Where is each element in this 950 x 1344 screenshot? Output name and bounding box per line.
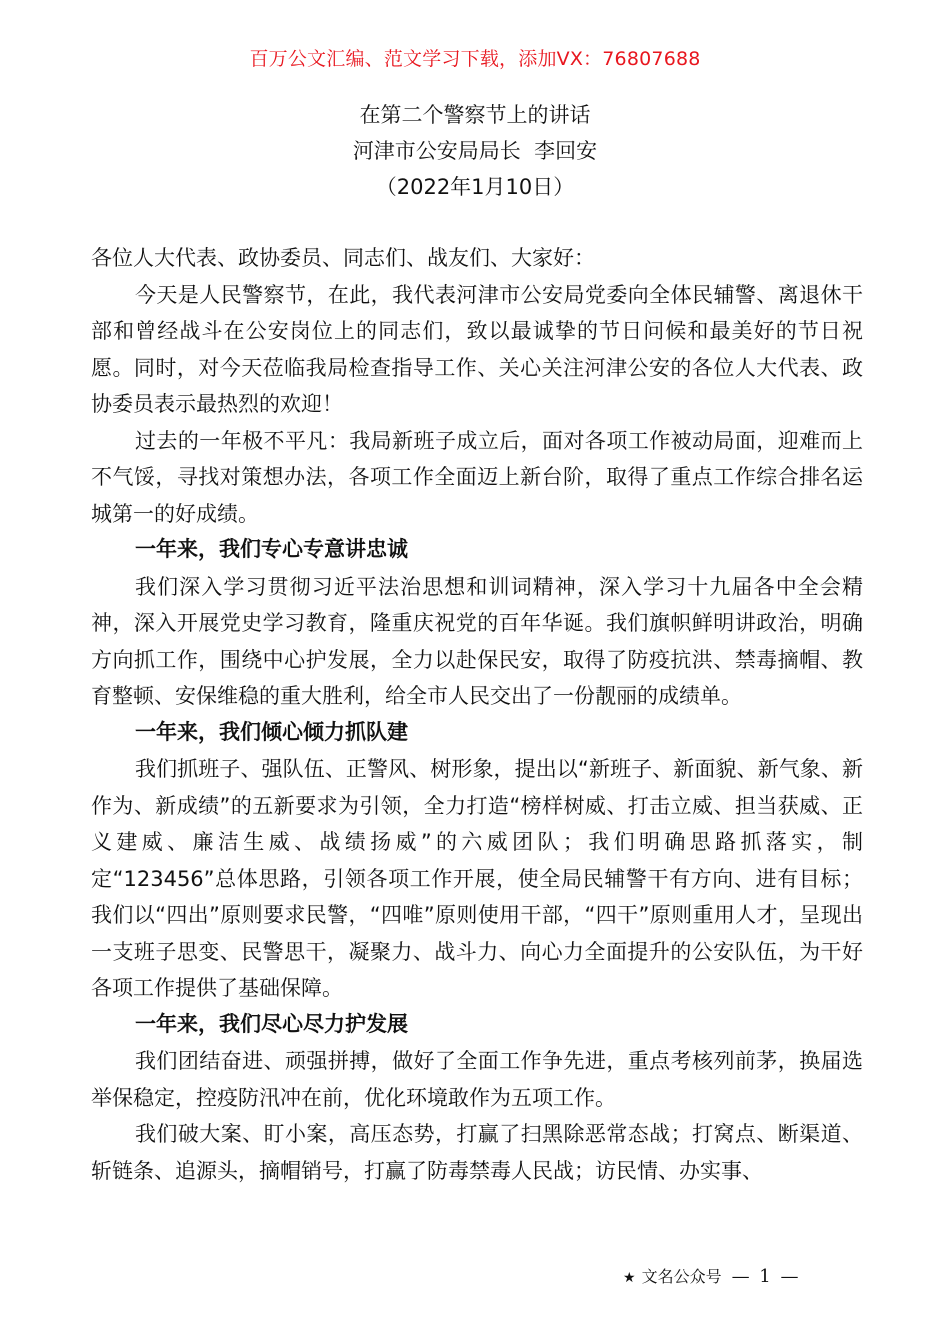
section-heading: 一年来，我们专心专意讲忠诚 (135, 538, 408, 561)
body-paragraph: 我们团结奋进、顽强拼搏，做好了全面工作争先进，重点考核列前茅，换届选举保稳定，控疫防汛冲在前，优化环境敢作为五项工作。 (91, 1049, 863, 1110)
body-paragraph: 我们破大案、盯小案，高压态势，打赢了扫黑除恶常态战；打窝点、断渠道、斩链条、追源头，摘帽销号，打赢了防毒禁毒人民战；访民情、办实事、 (91, 1122, 863, 1183)
body-paragraph: 我们深入学习贯彻习近平法治思想和训词精神，深入学习十九届各中全会精神，深入开展党史学习教育，隆重庆祝党的百年华诞。我们旗帜鲜明讲政治，明确方向抓工作，围绕中心护发展，全力以赴保民安，取得了防疫抗洪、禁毒摘帽、教育整顿、安保维稳的重大胜利，给全市人民交出了一份靓丽的成绩单。 (91, 574, 863, 708)
body-paragraph: 过去的一年极不平凡：我局新班子成立后，面对各项工作被动局面，迎难而上不气馁，寻找对策想办法，各项工作全面迈上新台阶，取得了重点工作综合排名运城第一的好成绩。 (91, 428, 863, 526)
page-number: — 1 — (731, 1266, 801, 1287)
section-heading: 一年来，我们尽心尽力护发展 (135, 1012, 408, 1036)
footer-label: 文名公众号 (641, 1267, 722, 1286)
section-heading: 一年来，我们倾心倾力抓队建 (135, 720, 408, 744)
speech-title: 在第二个警察节上的讲话 (359, 103, 591, 127)
salutation: 各位人大代表、政协委员、同志们、战友们、大家好： (91, 246, 595, 270)
speech-date: （2022年1月10日） (375, 175, 575, 199)
title-block (0, 97, 950, 205)
watermark-banner: 百万公文汇编、范文学习下载，添加VX：76807688 (249, 48, 701, 70)
star-icon: ★ (623, 1270, 636, 1286)
body-paragraph: 我们抓班子、强队伍、正警风、树形象，提出以“新班子、新面貌、新气象、新作为、新成绩”的五新要求为引领，全力打造“榜样树威、打击立威、担当获威、正义建威、廉洁生威、战绩扬威”的六威团队；我们明确思路抓落实，制定“123456”总体思路，引领各项工作开展，使全局民辅警干有方向、进有目标；我们以“四出”原则要求民警，“四唯”原则使用干部，“四干”原则重用人才，呈现出一支班子思变、民警思干，凝聚力、战斗力、向心力全面提升的公安队伍，为干好各项工作提供了基础保障。 (91, 757, 863, 1000)
document-body (91, 240, 863, 1189)
speaker-line: 河津市公安局局长 李回安 (352, 139, 598, 163)
page-footer (623, 1264, 883, 1287)
body-paragraph: 今天是人民警察节，在此，我代表河津市公安局党委向全体民辅警、离退休干部和曾经战斗在公安岗位上的同志们，致以最诚挚的节日问候和最美好的节日祝愿。同时，对今天莅临我局检查指导工作、关心关注河津公安的各位人大代表、政协委员表示最热烈的欢迎！ (91, 282, 863, 416)
